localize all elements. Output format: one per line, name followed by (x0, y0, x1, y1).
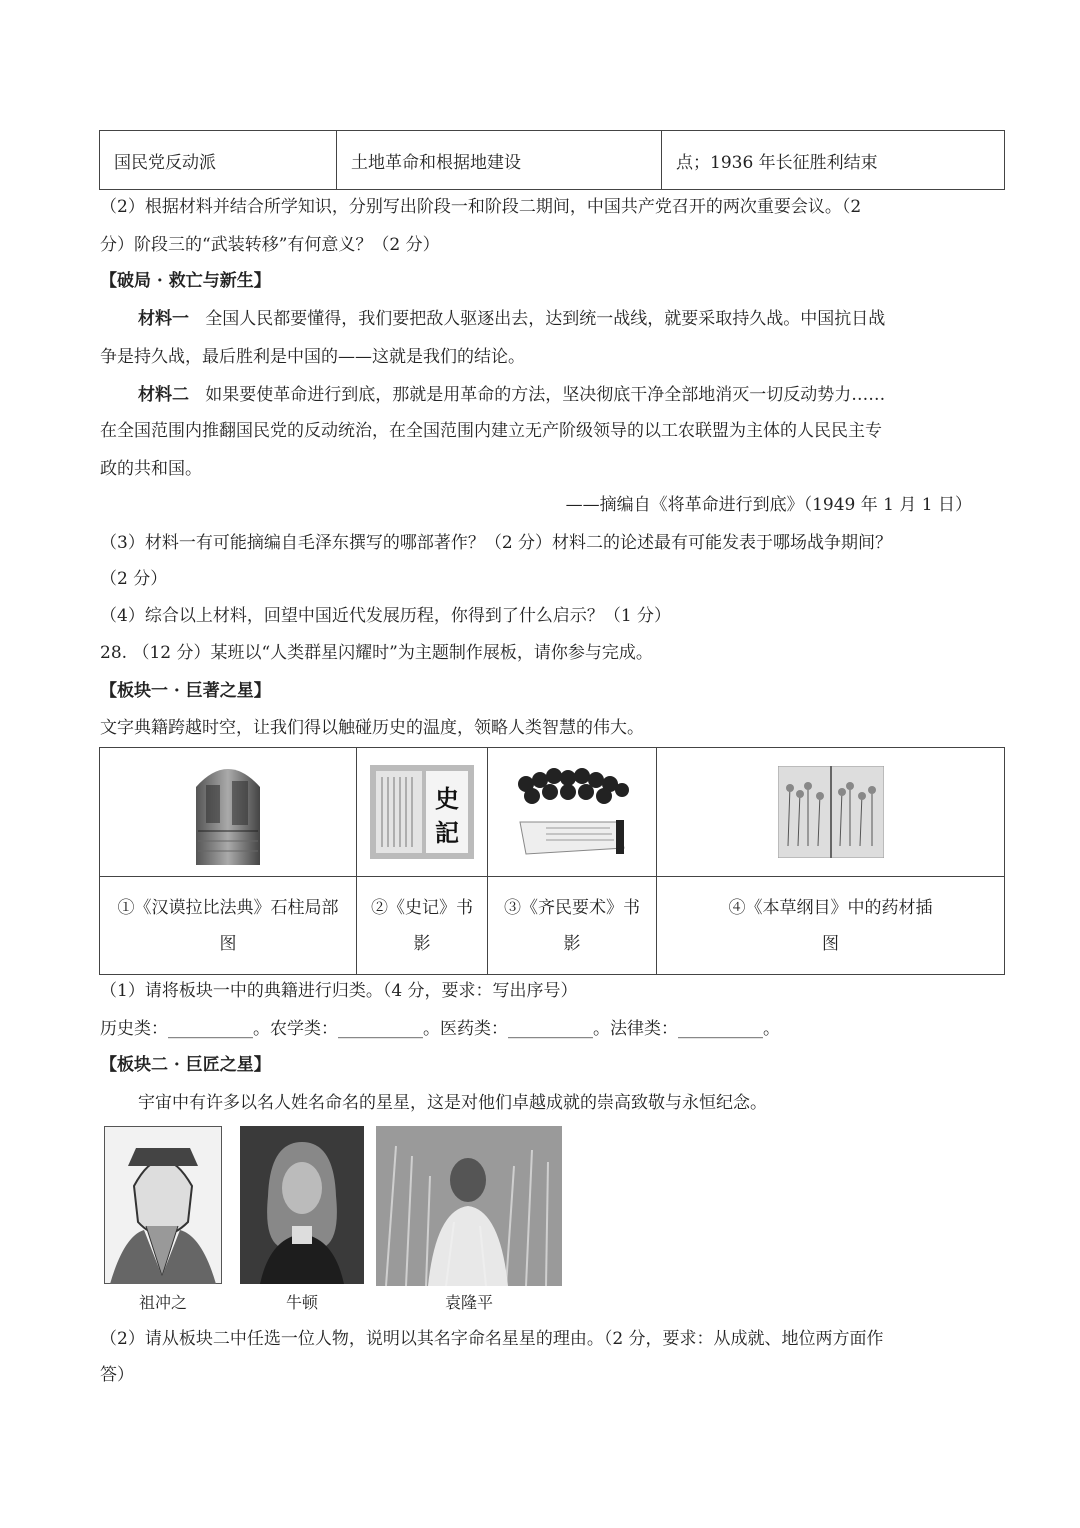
classic-caption-3-line-2: 影 (563, 933, 581, 954)
classic-caption-2-line-2: 影 (413, 933, 431, 954)
newton-portrait (240, 1126, 364, 1284)
block-2-title: 【板块二 · 巨匠之星】 (100, 1055, 271, 1075)
classic-image-cell-2 (357, 748, 488, 877)
portrait-label-yuan-longping: 袁隆平 (444, 1293, 493, 1312)
material-2-source: ——摘编自《将革命进行到底》（1949 年 1 月 1 日） (565, 495, 972, 515)
bencao-gangmu-illustration-image (778, 766, 884, 858)
zu-chongzhi-portrait (104, 1126, 222, 1284)
question-2-line-1: （2）根据材料并结合所学知识，分别写出阶段一和阶段二期间，中国共产党召开的两次重要会议。（2 (100, 197, 862, 217)
classic-image-cell-3 (488, 748, 657, 877)
material-2-label: 材料二 (138, 385, 189, 405)
classic-caption-2 (357, 877, 488, 975)
block-1-title: 【板块一 · 巨著之星】 (100, 681, 271, 701)
classics-table (99, 747, 1005, 975)
question-4: （4）综合以上材料，回望中国近代发展历程，你得到了什么启示？（1 分） (100, 606, 672, 626)
block-2-question-2-line-2: 答） (100, 1365, 134, 1385)
material-2-line-3: 政的共和国。 (100, 459, 202, 479)
fill-medicine: 医药类：__________。 (440, 1019, 610, 1039)
portrait-label-newton: 牛顿 (285, 1293, 318, 1312)
top-table (99, 130, 1005, 190)
classic-caption-2-line-1: ②《史记》书 (371, 897, 473, 918)
classic-caption-1 (100, 877, 357, 975)
material-1-text: 全国人民都要懂得，我们要把敌人驱逐出去，达到统一战线，就要采取持久战。中国抗日战 (205, 309, 886, 329)
material-1-line-2: 争是持久战，最后胜利是中国的——这就是我们的结论。 (100, 347, 525, 367)
material-1-label: 材料一 (138, 309, 189, 329)
question-28: 28. （12 分）某班以“人类群星闪耀时”为主题制作展板，请你参与完成。 (100, 643, 653, 663)
shiji-book-image (370, 765, 474, 859)
classic-caption-1-line-1: ①《汉谟拉比法典》石柱局部 (117, 897, 339, 918)
classic-caption-1-line-2: 图 (219, 933, 237, 954)
classic-image-cell-4 (657, 748, 1005, 877)
question-3-line-1: （3）材料一有可能摘编自毛泽东撰写的哪部著作？（2 分）材料二的论述最有可能发表于哪场战争期间？ (100, 533, 893, 553)
top-table-cell-2: 土地革命和根据地建设 (337, 131, 662, 190)
material-1-line-1 (138, 304, 885, 329)
qiminyaoshu-scroll-image (510, 764, 634, 860)
classic-caption-4-line-2: 图 (822, 933, 839, 954)
block-2-intro: 宇宙中有许多以名人姓名命名的星星，这是对他们卓越成就的崇高致敬与永恒纪念。 (138, 1093, 767, 1113)
shiji-char-2: 記 (435, 818, 459, 847)
yuan-longping-photo (376, 1126, 562, 1286)
classic-caption-4 (657, 877, 1005, 975)
classic-caption-3 (488, 877, 657, 975)
classification-fill-in (100, 1014, 780, 1039)
question-2-line-2: 分）阶段三的“武装转移”有何意义？（2 分） (100, 235, 440, 255)
top-table-cell-3: 点；1936 年长征胜利结束 (662, 131, 1005, 190)
block-1-question-1: （1）请将板块一中的典籍进行归类。（4 分，要求：写出序号） (100, 981, 578, 1001)
material-2-line-1 (138, 380, 885, 405)
fill-history: 历史类：__________。 (100, 1019, 270, 1039)
classic-caption-4-line-1: ④《本草纲目》中的药材插 (728, 897, 933, 918)
fill-law: 法律类：__________。 (610, 1019, 780, 1039)
material-2-line-2: 在全国范围内推翻国民党的反动统治，在全国范围内建立无产阶级领导的以工农联盟为主体的人民民主专 (100, 421, 882, 441)
classic-caption-3-line-1: ③《齐民要术》书 (504, 897, 640, 918)
material-2-text: 如果要使革命进行到底，那就是用革命的方法，坚决彻底干净全部地消灭一切反动势力…… (205, 385, 886, 405)
shiji-char-1: 史 (435, 784, 459, 813)
section-title-pojv: 【破局 · 救亡与新生】 (100, 271, 271, 291)
hammurabi-stele-image (188, 757, 268, 867)
portrait-label-zu-chongzhi: 祖冲之 (138, 1293, 187, 1312)
question-3-line-2: （2 分） (100, 569, 168, 589)
fill-agriculture: 农学类：__________。 (270, 1019, 440, 1039)
top-table-cell-1: 国民党反动派 (100, 131, 337, 190)
block-2-question-2-line-1: （2）请从板块二中任选一位人物，说明以其名字命名星星的理由。（2 分，要求：从成就、地位两方面作 (100, 1329, 884, 1349)
block-1-intro: 文字典籍跨越时空，让我们得以触碰历史的温度，领略人类智慧的伟大。 (100, 718, 644, 738)
classic-image-cell-1 (100, 748, 357, 877)
